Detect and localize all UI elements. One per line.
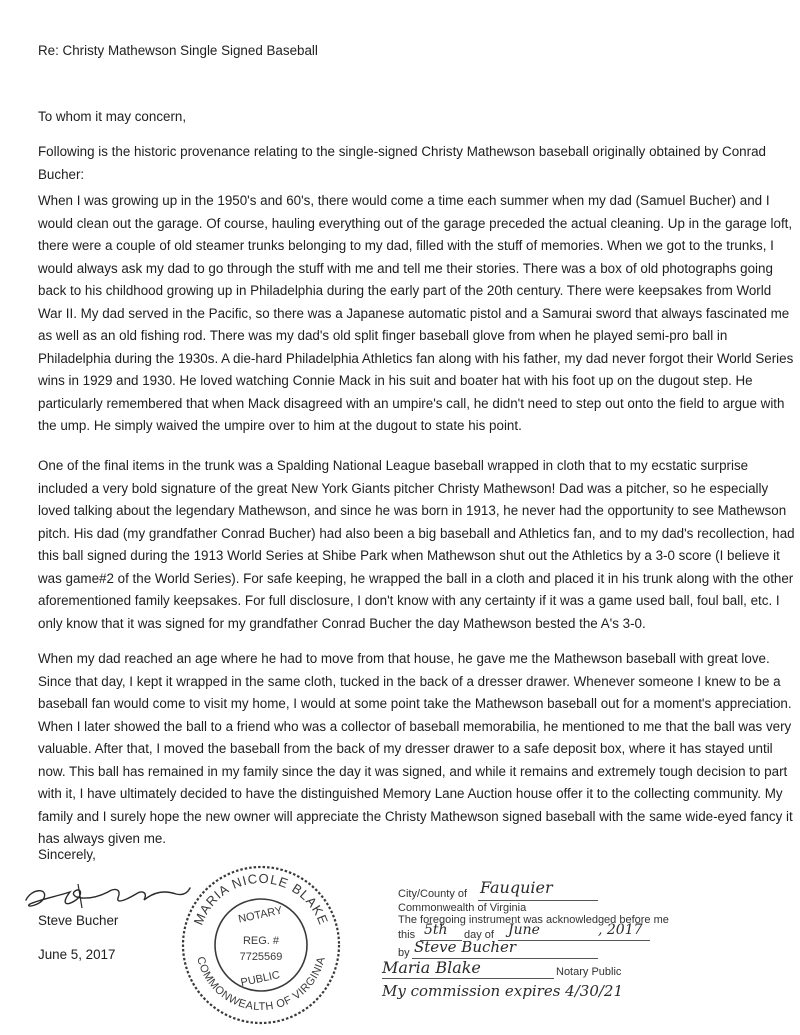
paragraph-intro: Following is the historic provenance relating to the single-signed Christy Mathewson baseball originally obtained by Conrad Bucher:: [38, 144, 766, 182]
notary-seal: [176, 860, 346, 1030]
year-value: , 2017: [598, 922, 643, 938]
county-value: Fauquier: [480, 878, 553, 897]
year-underline: [598, 940, 650, 941]
letter-date: June 5, 2017: [38, 947, 116, 962]
notary-signature: Maria Blake: [382, 958, 481, 977]
acknowledgment-text: The foregoing instrument was acknowledged before me: [398, 914, 669, 926]
signer-name: Steve Bucher: [38, 913, 119, 928]
greeting: To whom it may concern,: [38, 109, 187, 124]
notary-public-label: Notary Public: [556, 966, 622, 978]
notary-signature-underline: [382, 978, 554, 979]
day-of-label: day of: [464, 929, 494, 941]
month-value: June: [508, 922, 540, 938]
by-value: Steve Bucher: [414, 938, 517, 956]
seal-name-arc: MARIA NICOLE BLAKE: [190, 870, 332, 928]
day-value: 5th: [424, 922, 448, 938]
county-label: City/County of: [398, 888, 468, 900]
seal-commonwealth-arc: COMMONWEALTH OF VIRGINIA: [194, 955, 328, 1014]
closing: Sincerely,: [38, 847, 96, 862]
paragraph-baseball-discovery: One of the final items in the trunk was a Spalding National League baseball wrapped in cloth that to my ecstatic surprise included a very bold signature of the great New York Giants pitcher Christy Mathewson! Dad was a pitcher, so he especially loved talking about the legendary Mathewson, and since he was born in 1913, he never had the opportunity to see Mathewson pitch. His dad (my grandfather Conrad Bucher) had also been a big baseball and Athletics fan, and to my dad's recollection, had this ball signed during the 1913 World Series at Shibe Park when Mathewson shut out the Athletics by a 3-0 score (I believe it was game#2 of the World Series). For safe keeping, he wrapped the ball in a cloth and placed it in his trunk along with the other aforementioned family keepsakes. For full disclosure, I don't know with any certainty if it was a game used ball, foul ball, etc. I only know that it was signed for my grandfather Conrad Bucher the day Mathewson bested the A's 3-0.: [38, 458, 795, 631]
commonwealth-line: Commonwealth of Virginia: [398, 902, 527, 914]
seal-reg-label: REG. #: [242, 935, 280, 947]
seal-word-notary: NOTARY: [237, 904, 284, 926]
this-label: this: [398, 929, 416, 941]
commission-expiration: My commission expires 4/30/21: [382, 982, 624, 1000]
paragraph-garage-memories: When I was growing up in the 1950's and 60's, there would come a time each summer when my dad (Samuel Bucher) and I would clean out the garage. Of course, hauling everything out of the garage preceded the actual cleaning. Up in the garage loft, there were a couple of old steamer trunks belonging to my dad, filled with the stuff of memories. When we got to the trunks, I would always ask my dad to go through the stuff with me and tell me their stories. There was a box of old photographs going back to his childhood growing up in Philadelphia during the early part of the 20th century. There were keepsakes from World War II. My dad served in the Pacific, so there was a Japanese automatic pistol and a Samurai sword that always fascinated me as well as an old fishing rod. There was my dad's old split finger baseball glove from when he played semi-pro ball in Philadelphia during the 1930s. A die-hard Philadelphia Athletics fan along with his father, my dad never forgot their World Series wins in 1929 and 1930. He loved watching Connie Mack in his suit and boater hat with his foot up on the dugout step. He particularly remembered that when Mack disagreed with an umpire's call, he didn't need to step out onto the field to argue with the ump. He simply waived the umpire over to him at the dugout to state his point.: [38, 193, 794, 433]
paragraph-consignment: When my dad reached an age where he had to move from that house, he gave me the Mathewson baseball with great love. Since that day, I kept it wrapped in the same cloth, tucked in the back of a dresser drawer. Whenever someone I knew to be a baseball fan would come to visit my home, I would at some point take the Mathewson baseball out for a moment's appreciation. When I later showed the ball to a friend who was a collector of baseball memorabilia, he mentioned to me that the ball was very valuable. After that, I moved the baseball from the back of my dresser drawer to a safe deposit box, where it has stayed until now. This ball has remained in my family since the day it was signed, and while it remains and extremely tough decision to part with it, I have ultimately decided to have the distinguished Memory Lane Auction house offer it to the collecting community. My family and I surely hope the new owner will appreciate the Christy Mathewson signed baseball with the same wide-eyed fancy it has always given me.: [38, 651, 793, 846]
seal-word-public: PUBLIC: [239, 969, 282, 990]
seal-reg-number: 7725569: [239, 951, 283, 963]
by-label: by: [398, 947, 410, 959]
county-underline: [478, 900, 598, 901]
subject-line: Re: Christy Mathewson Single Signed Baseball: [38, 43, 318, 58]
